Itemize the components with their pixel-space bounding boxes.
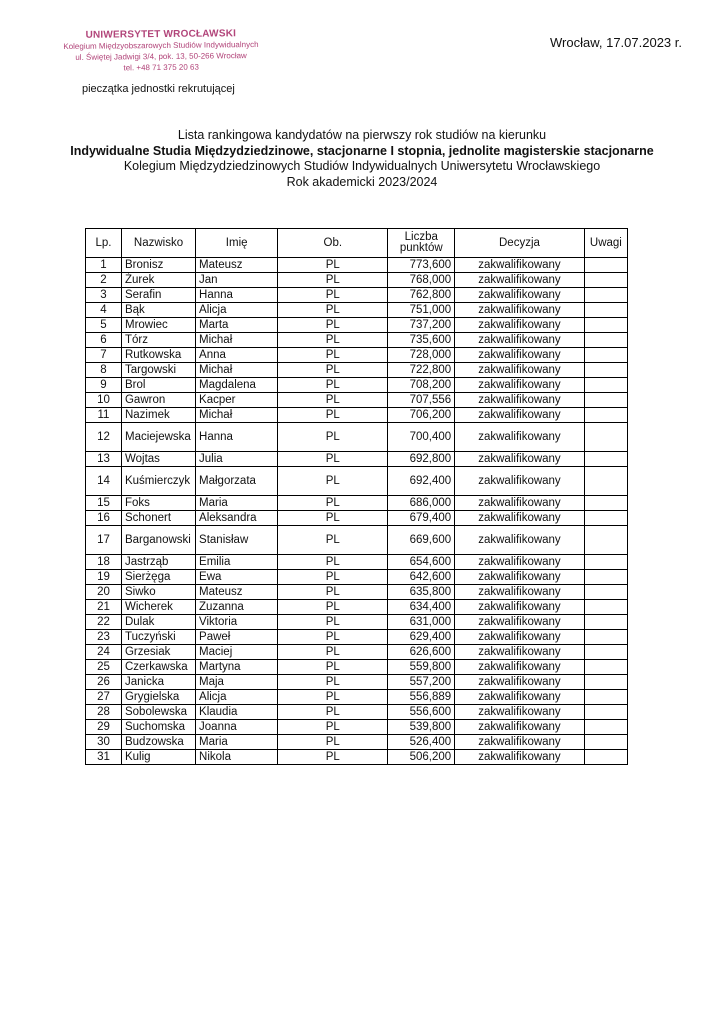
cell-lp: 13 xyxy=(86,452,122,467)
cell-notes xyxy=(584,423,627,452)
cell-notes xyxy=(584,408,627,423)
cell-ob: PL xyxy=(278,467,388,496)
cell-lp: 9 xyxy=(86,378,122,393)
cell-surname: Janicka xyxy=(121,675,195,690)
cell-notes xyxy=(584,303,627,318)
cell-ob: PL xyxy=(278,720,388,735)
cell-lp: 24 xyxy=(86,645,122,660)
cell-lp: 10 xyxy=(86,393,122,408)
cell-name: Marta xyxy=(196,318,278,333)
cell-name: Ewa xyxy=(196,570,278,585)
cell-ob: PL xyxy=(278,600,388,615)
cell-points: 654,600 xyxy=(388,555,455,570)
cell-decision: zakwalifikowany xyxy=(455,496,585,511)
cell-lp: 3 xyxy=(86,288,122,303)
cell-surname: Żurek xyxy=(121,273,195,288)
stamp-line-2: ul. Świętej Jadwigi 3/4, pok. 13, 50-266 Wrocław xyxy=(75,51,247,62)
cell-points: 557,200 xyxy=(388,675,455,690)
cell-ob: PL xyxy=(278,452,388,467)
document-title xyxy=(0,128,724,190)
cell-decision: zakwalifikowany xyxy=(455,735,585,750)
cell-lp: 11 xyxy=(86,408,122,423)
cell-lp: 23 xyxy=(86,630,122,645)
cell-lp: 14 xyxy=(86,467,122,496)
table-row xyxy=(86,645,628,660)
cell-surname: Foks xyxy=(121,496,195,511)
cell-decision: zakwalifikowany xyxy=(455,600,585,615)
cell-decision: zakwalifikowany xyxy=(455,645,585,660)
table-row xyxy=(86,393,628,408)
cell-points: 559,800 xyxy=(388,660,455,675)
table-row xyxy=(86,408,628,423)
cell-name: Maja xyxy=(196,675,278,690)
cell-surname: Nazimek xyxy=(121,408,195,423)
cell-name: Julia xyxy=(196,452,278,467)
institution-stamp xyxy=(36,28,286,75)
cell-points: 692,400 xyxy=(388,467,455,496)
cell-lp: 28 xyxy=(86,705,122,720)
cell-notes xyxy=(584,585,627,600)
table-row xyxy=(86,452,628,467)
cell-notes xyxy=(584,318,627,333)
cell-lp: 17 xyxy=(86,526,122,555)
cell-notes xyxy=(584,570,627,585)
table-row xyxy=(86,273,628,288)
cell-surname: Suchomska xyxy=(121,720,195,735)
cell-points: 700,400 xyxy=(388,423,455,452)
cell-name: Hanna xyxy=(196,288,278,303)
cell-ob: PL xyxy=(278,408,388,423)
ranking-table xyxy=(85,228,628,765)
cell-points: 737,200 xyxy=(388,318,455,333)
cell-ob: PL xyxy=(278,555,388,570)
table-row xyxy=(86,615,628,630)
cell-notes xyxy=(584,705,627,720)
table-row xyxy=(86,303,628,318)
cell-ob: PL xyxy=(278,273,388,288)
cell-decision: zakwalifikowany xyxy=(455,555,585,570)
table-row xyxy=(86,750,628,765)
cell-surname: Brol xyxy=(121,378,195,393)
cell-ob: PL xyxy=(278,630,388,645)
cell-name: Michał xyxy=(196,363,278,378)
cell-ob: PL xyxy=(278,511,388,526)
cell-ob: PL xyxy=(278,660,388,675)
cell-notes xyxy=(584,258,627,273)
cell-name: Martyna xyxy=(196,660,278,675)
cell-lp: 30 xyxy=(86,735,122,750)
cell-notes xyxy=(584,496,627,511)
cell-surname: Dulak xyxy=(121,615,195,630)
cell-name: Hanna xyxy=(196,423,278,452)
cell-notes xyxy=(584,511,627,526)
cell-decision: zakwalifikowany xyxy=(455,660,585,675)
cell-surname: Kuśmierczyk xyxy=(121,467,195,496)
cell-name: Viktoria xyxy=(196,615,278,630)
cell-points: 708,200 xyxy=(388,378,455,393)
cell-lp: 8 xyxy=(86,363,122,378)
cell-surname: Budzowska xyxy=(121,735,195,750)
cell-name: Maria xyxy=(196,735,278,750)
cell-decision: zakwalifikowany xyxy=(455,690,585,705)
header-notes: Uwagi xyxy=(584,229,627,258)
cell-notes xyxy=(584,720,627,735)
cell-notes xyxy=(584,393,627,408)
cell-ob: PL xyxy=(278,585,388,600)
cell-name: Zuzanna xyxy=(196,600,278,615)
cell-surname: Czerkawska xyxy=(121,660,195,675)
cell-points: 539,800 xyxy=(388,720,455,735)
cell-surname: Tuczyński xyxy=(121,630,195,645)
table-row xyxy=(86,333,628,348)
cell-ob: PL xyxy=(278,570,388,585)
cell-points: 526,400 xyxy=(388,735,455,750)
cell-surname: Kulig xyxy=(121,750,195,765)
ranking-table-body xyxy=(86,258,628,765)
cell-lp: 26 xyxy=(86,675,122,690)
cell-lp: 16 xyxy=(86,511,122,526)
cell-notes xyxy=(584,690,627,705)
cell-name: Maria xyxy=(196,496,278,511)
cell-decision: zakwalifikowany xyxy=(455,318,585,333)
cell-decision: zakwalifikowany xyxy=(455,303,585,318)
cell-notes xyxy=(584,273,627,288)
cell-surname: Sierżęga xyxy=(121,570,195,585)
cell-ob: PL xyxy=(278,735,388,750)
title-line-2: Indywidualne Studia Międzydziedzinowe, stacjonarne I stopnia, jednolite magisterskie stacjonarne xyxy=(70,143,654,158)
cell-ob: PL xyxy=(278,615,388,630)
table-row xyxy=(86,735,628,750)
cell-lp: 25 xyxy=(86,660,122,675)
table-row xyxy=(86,363,628,378)
cell-points: 634,400 xyxy=(388,600,455,615)
table-row xyxy=(86,526,628,555)
cell-decision: zakwalifikowany xyxy=(455,273,585,288)
table-row xyxy=(86,378,628,393)
cell-lp: 4 xyxy=(86,303,122,318)
cell-name: Alicja xyxy=(196,690,278,705)
cell-lp: 19 xyxy=(86,570,122,585)
cell-decision: zakwalifikowany xyxy=(455,467,585,496)
cell-surname: Bronisz xyxy=(121,258,195,273)
table-row xyxy=(86,258,628,273)
cell-lp: 6 xyxy=(86,333,122,348)
cell-decision: zakwalifikowany xyxy=(455,288,585,303)
cell-decision: zakwalifikowany xyxy=(455,705,585,720)
cell-notes xyxy=(584,526,627,555)
cell-name: Joanna xyxy=(196,720,278,735)
cell-points: 706,200 xyxy=(388,408,455,423)
cell-lp: 12 xyxy=(86,423,122,452)
cell-points: 773,600 xyxy=(388,258,455,273)
cell-notes xyxy=(584,600,627,615)
cell-name: Stanisław xyxy=(196,526,278,555)
cell-decision: zakwalifikowany xyxy=(455,363,585,378)
cell-decision: zakwalifikowany xyxy=(455,570,585,585)
stamp-line-3: tel. +48 71 375 20 63 xyxy=(123,62,199,73)
stamp-university: UNIWERSYTET WROCŁAWSKI xyxy=(85,28,237,41)
cell-notes xyxy=(584,452,627,467)
header-decision: Decyzja xyxy=(455,229,585,258)
stamp-caption: pieczątka jednostki rekrutującej xyxy=(82,83,235,95)
cell-ob: PL xyxy=(278,348,388,363)
cell-decision: zakwalifikowany xyxy=(455,378,585,393)
table-row xyxy=(86,555,628,570)
cell-ob: PL xyxy=(278,705,388,720)
cell-ob: PL xyxy=(278,258,388,273)
cell-points: 762,800 xyxy=(388,288,455,303)
cell-points: 631,000 xyxy=(388,615,455,630)
cell-surname: Wicherek xyxy=(121,600,195,615)
cell-points: 635,800 xyxy=(388,585,455,600)
cell-notes xyxy=(584,660,627,675)
cell-lp: 1 xyxy=(86,258,122,273)
table-row xyxy=(86,348,628,363)
cell-points: 728,000 xyxy=(388,348,455,363)
cell-lp: 7 xyxy=(86,348,122,363)
cell-ob: PL xyxy=(278,645,388,660)
cell-points: 679,400 xyxy=(388,511,455,526)
cell-surname: Tórz xyxy=(121,333,195,348)
title-line-4: Rok akademicki 2023/2024 xyxy=(286,174,438,189)
cell-points: 751,000 xyxy=(388,303,455,318)
cell-notes xyxy=(584,750,627,765)
cell-notes xyxy=(584,363,627,378)
cell-ob: PL xyxy=(278,333,388,348)
table-row xyxy=(86,630,628,645)
table-row xyxy=(86,570,628,585)
cell-lp: 31 xyxy=(86,750,122,765)
cell-name: Michał xyxy=(196,408,278,423)
cell-ob: PL xyxy=(278,423,388,452)
cell-points: 768,000 xyxy=(388,273,455,288)
cell-notes xyxy=(584,645,627,660)
cell-ob: PL xyxy=(278,303,388,318)
cell-surname: Targowski xyxy=(121,363,195,378)
cell-surname: Gawron xyxy=(121,393,195,408)
cell-notes xyxy=(584,675,627,690)
table-row xyxy=(86,318,628,333)
cell-notes xyxy=(584,378,627,393)
cell-points: 707,556 xyxy=(388,393,455,408)
cell-name: Małgorzata xyxy=(196,467,278,496)
cell-ob: PL xyxy=(278,393,388,408)
cell-decision: zakwalifikowany xyxy=(455,675,585,690)
cell-decision: zakwalifikowany xyxy=(455,630,585,645)
cell-points: 669,600 xyxy=(388,526,455,555)
cell-decision: zakwalifikowany xyxy=(455,258,585,273)
cell-surname: Maciejewska xyxy=(121,423,195,452)
cell-name: Nikola xyxy=(196,750,278,765)
cell-points: 556,600 xyxy=(388,705,455,720)
cell-points: 722,800 xyxy=(388,363,455,378)
cell-points: 686,000 xyxy=(388,496,455,511)
table-row xyxy=(86,496,628,511)
cell-lp: 21 xyxy=(86,600,122,615)
stamp-line-1: Kolegium Międzyobszarowych Studiów Indywidualnych xyxy=(63,39,259,52)
cell-lp: 18 xyxy=(86,555,122,570)
cell-notes xyxy=(584,467,627,496)
place-date: Wrocław, 17.07.2023 r. xyxy=(549,35,682,50)
cell-surname: Barganowski xyxy=(121,526,195,555)
table-row xyxy=(86,720,628,735)
cell-lp: 29 xyxy=(86,720,122,735)
cell-points: 735,600 xyxy=(388,333,455,348)
cell-points: 629,400 xyxy=(388,630,455,645)
header-points: Liczba punktów xyxy=(388,229,455,258)
cell-surname: Sobolewska xyxy=(121,705,195,720)
header-name: Imię xyxy=(196,229,278,258)
cell-points: 556,889 xyxy=(388,690,455,705)
table-row xyxy=(86,705,628,720)
cell-decision: zakwalifikowany xyxy=(455,348,585,363)
cell-notes xyxy=(584,348,627,363)
cell-surname: Rutkowska xyxy=(121,348,195,363)
cell-points: 626,600 xyxy=(388,645,455,660)
cell-notes xyxy=(584,735,627,750)
cell-ob: PL xyxy=(278,526,388,555)
cell-decision: zakwalifikowany xyxy=(455,393,585,408)
cell-surname: Grzesiak xyxy=(121,645,195,660)
cell-name: Mateusz xyxy=(196,585,278,600)
cell-points: 692,800 xyxy=(388,452,455,467)
cell-name: Anna xyxy=(196,348,278,363)
cell-name: Kacper xyxy=(196,393,278,408)
cell-name: Klaudia xyxy=(196,705,278,720)
cell-surname: Jastrząb xyxy=(121,555,195,570)
cell-name: Mateusz xyxy=(196,258,278,273)
cell-name: Paweł xyxy=(196,630,278,645)
cell-ob: PL xyxy=(278,318,388,333)
header-surname: Nazwisko xyxy=(121,229,195,258)
cell-notes xyxy=(584,630,627,645)
cell-decision: zakwalifikowany xyxy=(455,615,585,630)
cell-ob: PL xyxy=(278,378,388,393)
cell-ob: PL xyxy=(278,496,388,511)
cell-name: Michał xyxy=(196,333,278,348)
cell-decision: zakwalifikowany xyxy=(455,750,585,765)
table-row xyxy=(86,660,628,675)
cell-notes xyxy=(584,333,627,348)
cell-lp: 5 xyxy=(86,318,122,333)
cell-name: Alicja xyxy=(196,303,278,318)
cell-name: Aleksandra xyxy=(196,511,278,526)
cell-ob: PL xyxy=(278,690,388,705)
cell-decision: zakwalifikowany xyxy=(455,408,585,423)
table-header-row xyxy=(86,229,628,258)
header-lp: Lp. xyxy=(86,229,122,258)
cell-lp: 22 xyxy=(86,615,122,630)
cell-ob: PL xyxy=(278,288,388,303)
cell-ob: PL xyxy=(278,750,388,765)
table-row xyxy=(86,600,628,615)
cell-points: 506,200 xyxy=(388,750,455,765)
cell-decision: zakwalifikowany xyxy=(455,423,585,452)
cell-surname: Serafin xyxy=(121,288,195,303)
cell-name: Emilia xyxy=(196,555,278,570)
table-row xyxy=(86,511,628,526)
table-row xyxy=(86,690,628,705)
cell-surname: Grygielska xyxy=(121,690,195,705)
table-row xyxy=(86,423,628,452)
cell-surname: Wojtas xyxy=(121,452,195,467)
cell-lp: 27 xyxy=(86,690,122,705)
cell-notes xyxy=(584,615,627,630)
table-row xyxy=(86,675,628,690)
cell-lp: 20 xyxy=(86,585,122,600)
table-row xyxy=(86,585,628,600)
cell-decision: zakwalifikowany xyxy=(455,333,585,348)
cell-notes xyxy=(584,288,627,303)
cell-decision: zakwalifikowany xyxy=(455,585,585,600)
cell-lp: 15 xyxy=(86,496,122,511)
cell-decision: zakwalifikowany xyxy=(455,526,585,555)
cell-decision: zakwalifikowany xyxy=(455,720,585,735)
cell-surname: Siwko xyxy=(121,585,195,600)
header-ob: Ob. xyxy=(278,229,388,258)
cell-surname: Bąk xyxy=(121,303,195,318)
title-line-1: Lista rankingowa kandydatów na pierwszy rok studiów na kierunku xyxy=(177,128,547,142)
cell-ob: PL xyxy=(278,675,388,690)
cell-notes xyxy=(584,555,627,570)
cell-name: Jan xyxy=(196,273,278,288)
cell-lp: 2 xyxy=(86,273,122,288)
table-row xyxy=(86,467,628,496)
cell-name: Magdalena xyxy=(196,378,278,393)
cell-surname: Mrowiec xyxy=(121,318,195,333)
table-row xyxy=(86,288,628,303)
cell-ob: PL xyxy=(278,363,388,378)
cell-decision: zakwalifikowany xyxy=(455,452,585,467)
cell-surname: Schonert xyxy=(121,511,195,526)
cell-name: Maciej xyxy=(196,645,278,660)
title-line-3: Kolegium Międzydziedzinowych Studiów Indywidualnych Uniwersytetu Wrocławskiego xyxy=(123,159,601,173)
cell-decision: zakwalifikowany xyxy=(455,511,585,526)
cell-points: 642,600 xyxy=(388,570,455,585)
